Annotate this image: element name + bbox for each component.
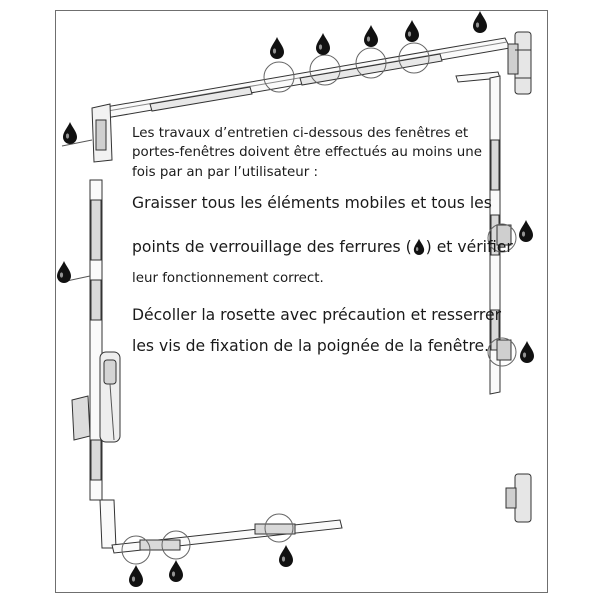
oil-drop-icons (57, 11, 534, 587)
oil-drop-icon (57, 261, 71, 283)
bottom-rail (100, 500, 342, 553)
handle-line-1: Décoller la rosette avec précaution et resserrer (132, 306, 501, 324)
intro-line-1: Les travaux d’entretien ci-dessous des fenêtres et (132, 126, 469, 141)
oil-drop-icon (364, 25, 378, 47)
handle-line-2: les vis de fixation de la poignée de la fenêtre. (132, 337, 490, 356)
left-stile (62, 140, 102, 500)
hinge-bottom-right (506, 474, 531, 522)
oil-drop-icon (520, 341, 534, 363)
oil-drop-icon (270, 37, 284, 59)
top-left-corner (92, 104, 112, 162)
oil-drop-icon (413, 238, 425, 255)
hinge-top-right (508, 32, 531, 94)
handle-paragraph (132, 300, 501, 362)
oil-drop-icon (279, 545, 293, 567)
oil-drop-icon (316, 33, 330, 55)
grease-line-2 (132, 236, 513, 259)
top-rail (100, 38, 510, 118)
oil-drop-icon (129, 565, 143, 587)
grease-line-2-after: ) et vérifier (425, 238, 513, 256)
oil-drop-icon (473, 11, 487, 33)
grease-line-3: leur fonctionnement correct. (132, 271, 324, 286)
intro-line-3: fois par an par l’utilisateur : (132, 164, 319, 180)
intro-line-2: portes-fenêtres doivent être effectués au moins une (132, 145, 482, 161)
grease-line-2-before: points de verrouillage des ferrures ( (132, 238, 412, 256)
intro-paragraph (132, 124, 482, 182)
oil-drop-icon (63, 122, 77, 144)
oil-drop-icon (405, 20, 419, 42)
oil-drop-icon (169, 560, 183, 582)
grease-line-1: Graisser tous les éléments mobiles et tous les (132, 194, 492, 212)
oil-drop-icon (519, 220, 533, 242)
